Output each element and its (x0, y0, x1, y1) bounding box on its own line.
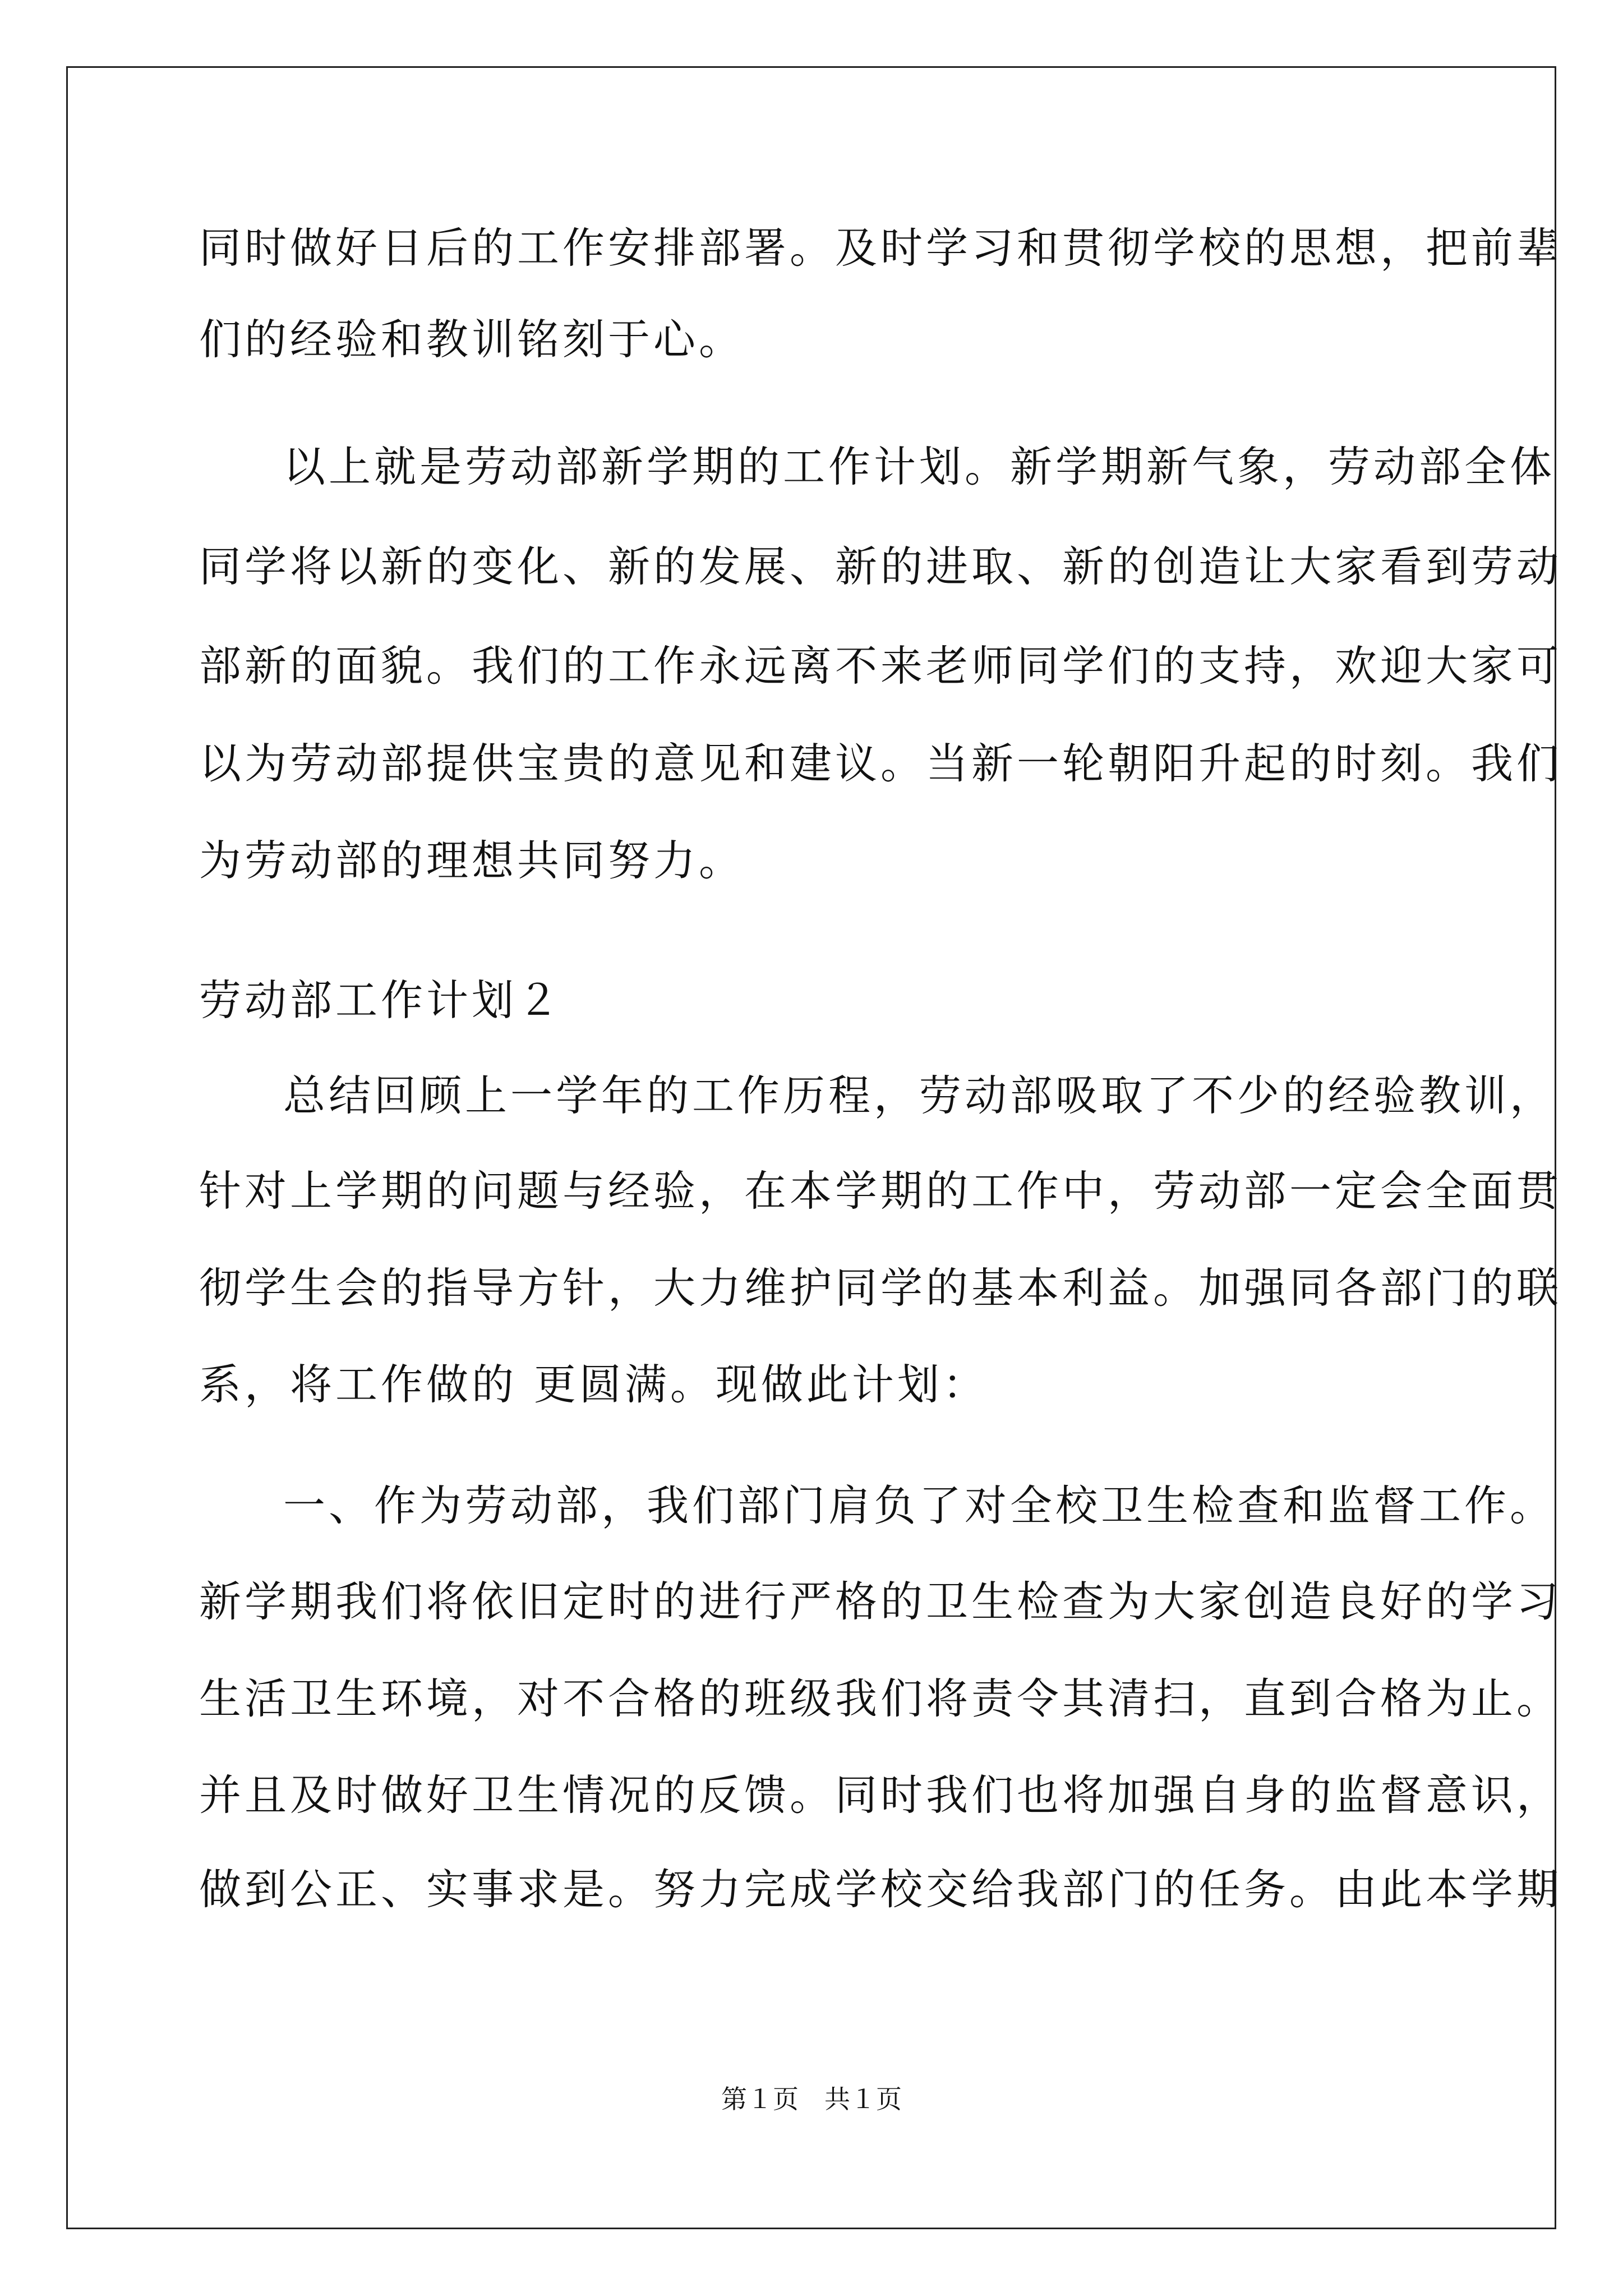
paragraph-line-indented: 总结回顾上一学年的工作历程，劳动部吸取了不少的经验教训， (283, 1071, 1556, 1120)
text-line: 同学将以新的变化、新的发展、新的进取、新的创造让大家看到劳动 (199, 542, 1562, 591)
paragraph-line-indented: 一、作为劳动部，我们部门肩负了对全校卫生检查和监督工作。 (283, 1481, 1556, 1530)
paragraph-line-indented: 以上就是劳动部新学期的工作计划。新学期新气象，劳动部全体 (283, 442, 1556, 491)
text-line: 新学期我们将依旧定时的进行严格的卫生检查为大家创造良好的学习 (199, 1577, 1562, 1626)
text-line: 并且及时做好卫生情况的反馈。同时我们也将加强自身的监督意识， (199, 1770, 1562, 1820)
text-line: 做到公正、实事求是。努力完成学校交给我部门的任务。由此本学期 (199, 1865, 1562, 1914)
text-line: 同时做好日后的工作安排部署。及时学习和贯彻学校的思想，把前辈 (199, 223, 1562, 273)
text-line: 们的经验和教训铭刻于心。 (199, 315, 745, 364)
text-line: 彻学生会的指导方针，大力维护同学的基本利益。加强同各部门的联 (199, 1263, 1562, 1313)
text-line: 为劳动部的理想共同努力。 (199, 836, 745, 885)
page-number: 第１页 共１页 (721, 2084, 902, 2114)
section-heading: 劳动部工作计划２ (199, 976, 563, 1025)
page-footer (0, 2082, 1623, 2116)
text-line: 系，将工作做的 更圆满。现做此计划： (199, 1360, 988, 1409)
text-line: 部新的面貌。我们的工作永远离不来老师同学们的支持，欢迎大家可 (199, 641, 1562, 691)
text-line: 针对上学期的问题与经验，在本学期的工作中，劳动部一定会全面贯 (199, 1166, 1562, 1216)
text-line: 生活卫生环境，对不合格的班级我们将责令其清扫，直到合格为止。 (199, 1674, 1562, 1723)
text-line: 以为劳动部提供宝贵的意见和建议。当新一轮朝阳升起的时刻。我们 (199, 739, 1562, 788)
